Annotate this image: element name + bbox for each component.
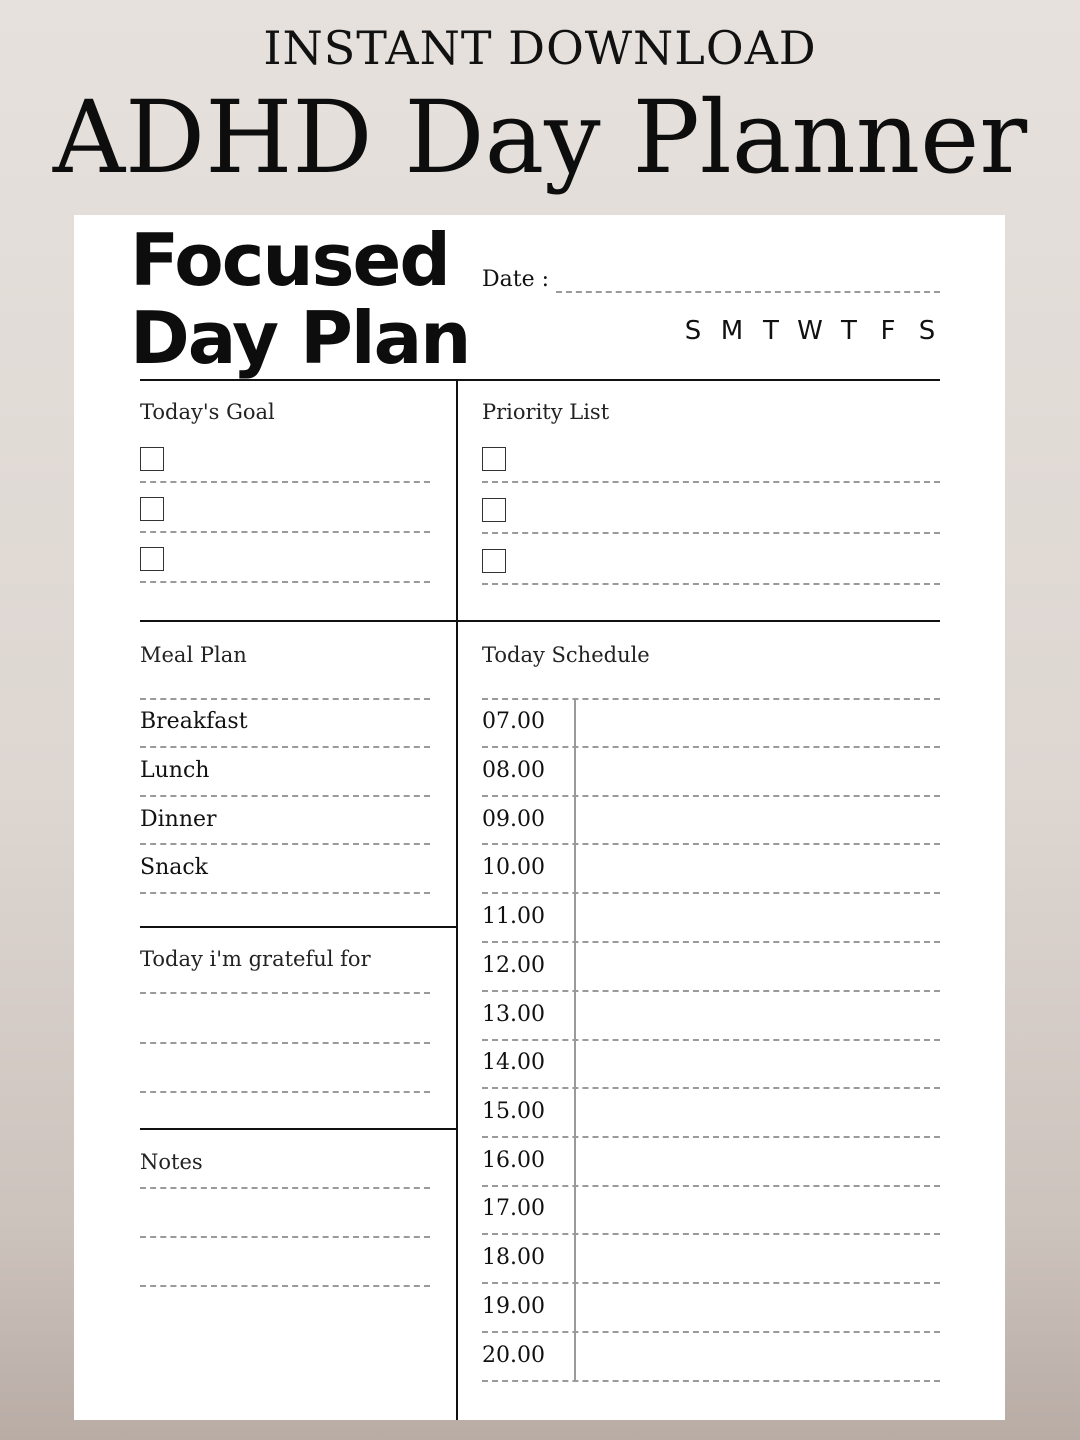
schedule-line[interactable]: [482, 892, 940, 894]
schedule-time: 08.00: [482, 758, 545, 783]
priority-checkbox[interactable]: [482, 447, 506, 471]
schedule-time: 15.00: [482, 1099, 545, 1124]
meal-section-label: Meal Plan: [140, 643, 247, 667]
schedule-time: 19.00: [482, 1294, 545, 1319]
schedule-time: 20.00: [482, 1343, 545, 1368]
notes-line[interactable]: [140, 1236, 430, 1238]
schedule-time: 09.00: [482, 807, 545, 832]
schedule-time: 13.00: [482, 1002, 545, 1027]
notes-line[interactable]: [140, 1187, 430, 1189]
schedule-time: 14.00: [482, 1050, 545, 1075]
schedule-time: 17.00: [482, 1196, 545, 1221]
day-tuesday[interactable]: T: [763, 316, 779, 346]
notes-section-label: Notes: [140, 1150, 203, 1174]
grateful-line[interactable]: [140, 992, 430, 994]
planner-sheet: [74, 215, 1005, 1420]
schedule-line[interactable]: [482, 1185, 940, 1187]
meal-line: [140, 698, 430, 700]
day-friday[interactable]: F: [880, 316, 896, 346]
schedule-time-column-divider: [574, 700, 576, 1382]
weekday-selector: [680, 313, 940, 349]
schedule-line[interactable]: [482, 1039, 940, 1041]
notes-line[interactable]: [140, 1285, 430, 1287]
schedule-section-label: Today Schedule: [482, 643, 650, 667]
meal-snack-label: Snack: [140, 855, 209, 880]
day-thursday[interactable]: T: [841, 316, 857, 346]
schedule-line[interactable]: [482, 1380, 940, 1382]
grateful-divider: [140, 1128, 457, 1130]
schedule-line: [482, 698, 940, 700]
meal-dinner-label: Dinner: [140, 807, 217, 832]
banner-subtitle: INSTANT DOWNLOAD: [263, 21, 817, 75]
schedule-line[interactable]: [482, 843, 940, 845]
schedule-line[interactable]: [482, 1331, 940, 1333]
meal-line[interactable]: [140, 843, 430, 845]
meal-line[interactable]: [140, 892, 430, 894]
schedule-line[interactable]: [482, 1136, 940, 1138]
schedule-time: 07.00: [482, 709, 545, 734]
date-label: Date :: [482, 267, 550, 292]
goal-checkbox[interactable]: [140, 547, 164, 571]
meal-divider: [140, 926, 457, 928]
priority-checkbox[interactable]: [482, 549, 506, 573]
goal-line[interactable]: [140, 581, 430, 583]
schedule-line[interactable]: [482, 1233, 940, 1235]
priority-line[interactable]: [482, 583, 940, 585]
goal-section-label: Today's Goal: [140, 400, 275, 424]
priority-line[interactable]: [482, 481, 940, 483]
day-monday[interactable]: M: [720, 316, 744, 346]
schedule-time: 12.00: [482, 953, 545, 978]
meal-line[interactable]: [140, 795, 430, 797]
priority-line[interactable]: [482, 532, 940, 534]
day-wednesday[interactable]: W: [797, 316, 823, 346]
schedule-time: 11.00: [482, 904, 545, 929]
schedule-line[interactable]: [482, 941, 940, 943]
meal-lunch-label: Lunch: [140, 758, 210, 783]
schedule-line[interactable]: [482, 990, 940, 992]
schedule-line[interactable]: [482, 795, 940, 797]
schedule-time: 18.00: [482, 1245, 545, 1270]
goal-checkbox[interactable]: [140, 447, 164, 471]
grateful-line[interactable]: [140, 1042, 430, 1044]
planner-title-line2: Day Plan: [130, 296, 470, 380]
column-divider: [456, 380, 458, 1420]
schedule-line[interactable]: [482, 1282, 940, 1284]
planner-title-line1: Focused: [130, 218, 449, 302]
header-divider: [140, 379, 940, 381]
schedule-time: 10.00: [482, 855, 545, 880]
day-sunday[interactable]: S: [684, 316, 702, 346]
priority-checkbox[interactable]: [482, 498, 506, 522]
goal-checkbox[interactable]: [140, 497, 164, 521]
date-field[interactable]: [556, 291, 940, 293]
goal-line[interactable]: [140, 531, 430, 533]
banner-title: ADHD Day Planner: [52, 79, 1028, 196]
meal-line[interactable]: [140, 746, 430, 748]
grateful-line[interactable]: [140, 1091, 430, 1093]
meal-breakfast-label: Breakfast: [140, 709, 248, 734]
day-saturday[interactable]: S: [918, 316, 936, 346]
schedule-line[interactable]: [482, 746, 940, 748]
goal-line[interactable]: [140, 481, 430, 483]
priority-section-label: Priority List: [482, 400, 610, 424]
goals-divider: [140, 620, 940, 622]
schedule-line[interactable]: [482, 1087, 940, 1089]
grateful-section-label: Today i'm grateful for: [140, 947, 371, 971]
schedule-time: 16.00: [482, 1148, 545, 1173]
